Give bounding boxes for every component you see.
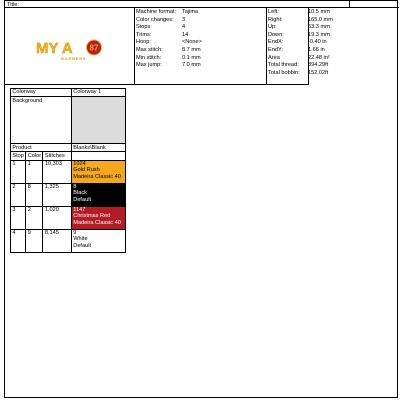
column-header-color: Color [27, 152, 42, 159]
dim-value: -0.40 in [308, 39, 327, 46]
worksheet-page [4, 0, 398, 398]
logo-badge-text: 87 [89, 43, 99, 53]
thread-name: Gold Rush [73, 167, 100, 174]
color-number: 1 [26, 160, 43, 183]
info-label: Stops: [136, 24, 152, 31]
dim-value: 165.0 mm [308, 16, 333, 23]
thread-name: Black [73, 190, 87, 197]
stitch-count: 8,145 [43, 229, 71, 252]
thread-name: Christmas Red [73, 213, 111, 220]
stop-number: 3 [11, 206, 26, 229]
thread-swatch [71, 160, 125, 183]
column-header-stitches: Stitches [43, 152, 71, 160]
info-label: Machine format: [136, 9, 177, 15]
background-label: Background [11, 97, 72, 144]
thread-brand: Default [73, 196, 92, 203]
colorway-header-row [11, 89, 126, 97]
thread-swatch [71, 206, 125, 229]
dim-label: Up: [268, 24, 277, 31]
logo-image [35, 38, 115, 62]
dim-label: Total thread: [268, 62, 299, 69]
table-row [11, 183, 126, 206]
info-value: 0.1 mm [182, 54, 201, 61]
dim-label: Right: [268, 16, 283, 23]
color-number: 9 [26, 229, 43, 252]
thread-code: 1024 [73, 160, 86, 167]
stop-number: 1 [11, 160, 26, 183]
colorway-label: Colorway [11, 89, 72, 97]
dim-label: EndX: [268, 39, 284, 46]
dim-value: 22.48 in² [308, 54, 330, 61]
colorway-table [10, 88, 126, 253]
table-row [11, 160, 126, 183]
product-label: Product [11, 144, 72, 152]
thread-swatch [71, 229, 125, 252]
stitch-count: 1,325 [43, 183, 71, 206]
title-row [5, 1, 399, 8]
thread-swatch [71, 183, 125, 206]
info-label: Trims: [136, 31, 152, 38]
info-value: Tajima [182, 9, 199, 15]
thread-brand: Default [73, 242, 92, 249]
background-row [11, 97, 126, 144]
product-row [11, 144, 126, 152]
thread-brand: Madeira Classic 40 [73, 173, 121, 180]
dim-value: 1.66 in [308, 46, 325, 53]
product-value: Blanks\Blank [71, 144, 125, 152]
color-number: 2 [26, 206, 43, 229]
stop-number: 2 [11, 183, 26, 206]
info-label: Max jump: [136, 62, 162, 69]
info-value: 14 [182, 31, 189, 38]
stops-header-row [11, 152, 126, 160]
background-swatch [71, 97, 125, 144]
dim-value: 394.29ft [308, 62, 329, 69]
colorway-name: Colorway 1 [71, 89, 125, 97]
info-label: Color changes: [136, 16, 174, 23]
dim-label: EndY: [268, 46, 283, 53]
thread-code: 9 [73, 229, 77, 236]
logo-subtext: BARBERS [61, 56, 87, 61]
dim-value: 19.3 mm [308, 31, 330, 38]
dim-label: Down: [268, 31, 284, 38]
column-header-stop: Stop [12, 152, 24, 159]
dim-label: Area [268, 54, 280, 61]
dim-value: 63.3 mm [308, 24, 330, 31]
table-row [11, 229, 126, 252]
info-value: <None> [182, 39, 202, 46]
dim-label: Left: [268, 9, 279, 15]
design-header [5, 8, 333, 85]
dim-label: Total bobbin: [268, 69, 300, 76]
stitch-count: 10,303 [43, 160, 71, 183]
table-row [11, 206, 126, 229]
info-label: Max stitch: [136, 46, 163, 53]
title-label: Title: [7, 1, 19, 8]
stitch-count: 1,020 [43, 206, 71, 229]
design-preview [5, 8, 135, 85]
logo-text-main: MY A [36, 40, 73, 57]
thread-code: 1147 [73, 206, 86, 213]
info-value: 8.7 mm [182, 46, 201, 53]
info-value: 3 [182, 16, 186, 23]
title-divider [349, 1, 350, 8]
dim-value: 152.02ft [308, 69, 329, 76]
thread-name: White [73, 236, 88, 243]
info-value: 7.0 mm [182, 62, 201, 69]
info-value: 4 [182, 24, 186, 31]
dim-value: 10.5 mm [308, 9, 330, 15]
info-label: Min stitch: [136, 54, 162, 61]
thread-brand: Madeira Classic 40 [73, 219, 121, 226]
info-label: Hoop: [136, 39, 151, 46]
thread-code: 8 [73, 183, 77, 190]
stop-number: 4 [11, 229, 26, 252]
header-divider [266, 8, 267, 85]
color-number: 8 [26, 183, 43, 206]
